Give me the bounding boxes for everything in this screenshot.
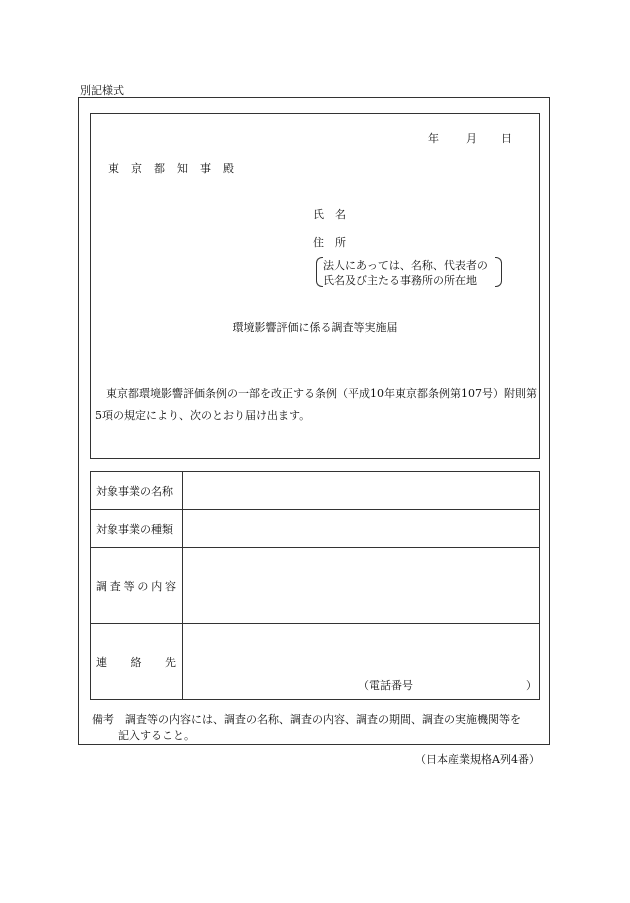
applicant-name-label: 氏 名 bbox=[313, 208, 346, 221]
project-type-field[interactable] bbox=[183, 510, 540, 548]
details-table bbox=[90, 471, 540, 700]
bracket-right bbox=[495, 257, 502, 287]
survey-content-field[interactable] bbox=[183, 548, 540, 624]
label-char: 容 bbox=[164, 579, 176, 593]
label-char: 先 bbox=[165, 655, 176, 669]
phone-number-label: （電話番号 bbox=[358, 679, 413, 692]
remarks-line1: 備考 調査等の内容には、調査の名称、調査の内容、調査の期間、調査の実施機関等を bbox=[92, 713, 521, 726]
declaration-text: 東京都環境影響評価条例の一部を改正する条例（平成10年東京都条例第107号）附則第5項の規定により、次のとおり届け出ます。 bbox=[95, 387, 537, 422]
remarks-line2: 記入すること。 bbox=[118, 729, 195, 742]
document-title: 環境影響評価に係る調査等実施届 bbox=[232, 321, 398, 334]
project-type-label: 対象事業の種類 bbox=[91, 510, 183, 548]
addressee-char: 殿 bbox=[223, 162, 234, 175]
label-char: の bbox=[137, 579, 149, 593]
label-char: 連 bbox=[96, 655, 107, 669]
table-row bbox=[91, 510, 540, 548]
addressee-char: 都 bbox=[154, 162, 165, 175]
paper-size-note: （日本産業規格A列4番） bbox=[415, 753, 540, 766]
corporate-note-line2: 氏名及び主たる事務所の所在地 bbox=[323, 274, 477, 287]
contact-label bbox=[91, 624, 183, 700]
date-day: 日 bbox=[501, 132, 512, 145]
date-month: 月 bbox=[466, 132, 477, 145]
table-row bbox=[91, 472, 540, 510]
project-name-label: 対象事業の名称 bbox=[91, 472, 183, 510]
form-label: 別記様式 bbox=[80, 84, 124, 97]
addressee-char: 京 bbox=[131, 162, 142, 175]
applicant-address-label: 住 所 bbox=[313, 236, 346, 249]
project-name-field[interactable] bbox=[183, 472, 540, 510]
addressee bbox=[108, 160, 246, 176]
corporate-note-line1: 法人にあっては、名称、代表者の bbox=[323, 259, 488, 272]
bracket-left bbox=[316, 257, 323, 287]
phone-close-paren: ） bbox=[526, 679, 537, 692]
label-char: 調 bbox=[96, 579, 107, 593]
label-char: 等 bbox=[123, 579, 135, 593]
corporate-note bbox=[316, 257, 502, 287]
label-char: 査 bbox=[109, 579, 121, 593]
label-char: 絡 bbox=[130, 655, 142, 669]
survey-content-label bbox=[91, 548, 183, 624]
addressee-char: 東 bbox=[108, 162, 119, 175]
table-row bbox=[91, 548, 540, 624]
contact-field[interactable] bbox=[183, 624, 540, 700]
table-row bbox=[91, 624, 540, 700]
addressee-char: 知 bbox=[177, 162, 188, 175]
label-char: 内 bbox=[151, 579, 163, 593]
date-year: 年 bbox=[428, 132, 439, 145]
addressee-char: 事 bbox=[200, 162, 211, 175]
